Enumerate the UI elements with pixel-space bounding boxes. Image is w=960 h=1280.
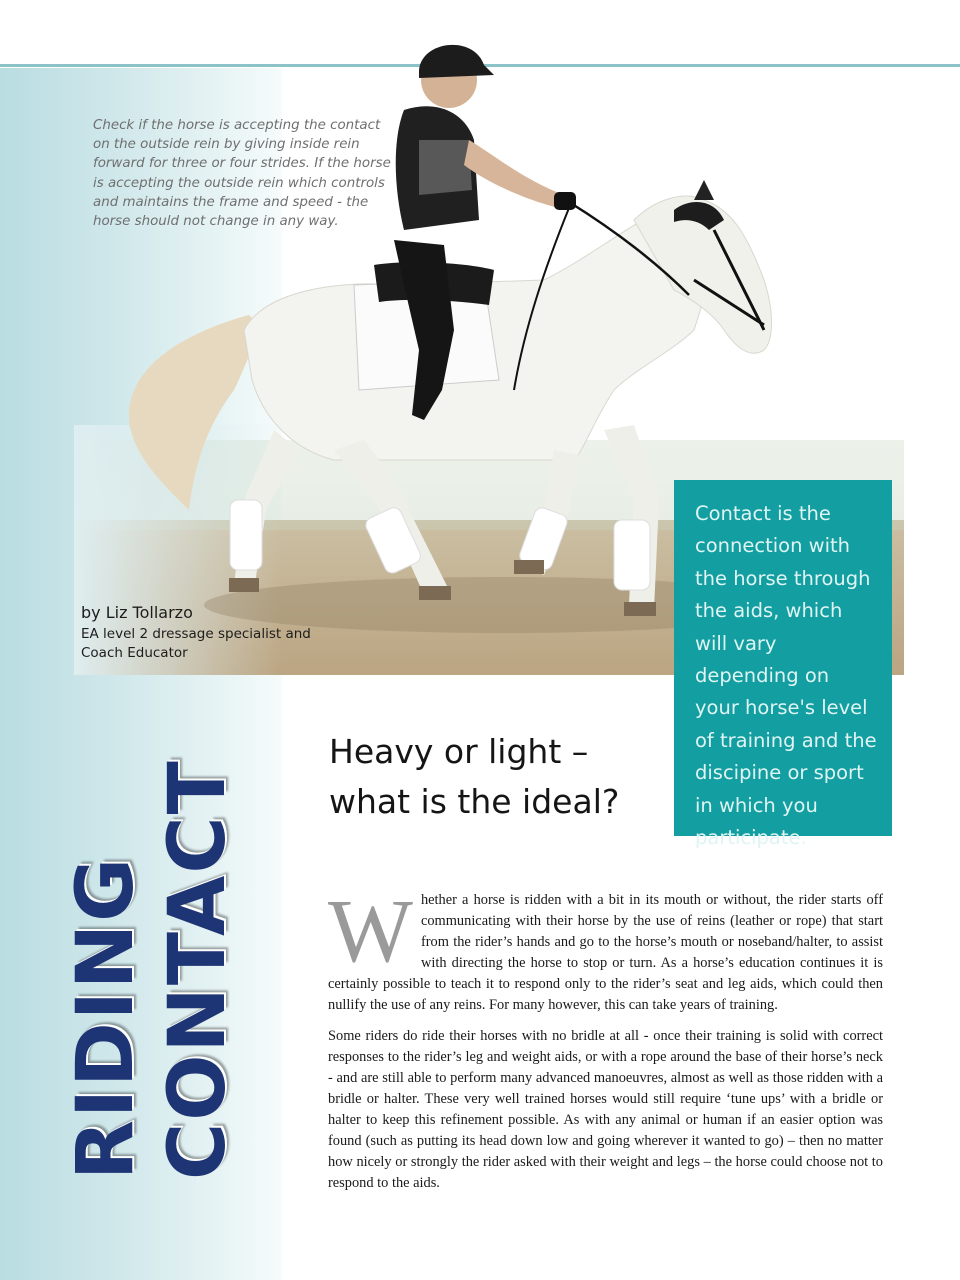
title-line-contact: CONTACT [153,759,243,1180]
author-role: EA level 2 dressage specialist and Coach Educator [81,626,311,661]
author-name: by Liz Tollarzo [81,603,193,622]
pull-quote-box [674,480,892,850]
title-line-riding: RIDING [61,855,151,1180]
body-paragraph-1 [328,882,883,1016]
article-subheading: Heavy or light – what is the ideal? [329,732,620,821]
body-paragraph-2: Some riders do ride their horses with no bridle at all - once their training is solid with correct responses to the rider’s leg and weight aids, or with a rope around the base of their horse’s neck - and are still able to perform many advanced manoeuvres, almost as well as those ridden with a bridle or halter. These very well trained horses would still require ‘tune ups’ with a bridle or halter to keep this refinement possible. As with any animal or human if an easier option was found (such as putting its head down low and going wherever it wanted to go) – then no matter how nicely or strongly the rider asked with their weight and legs – the horse could choose not to respond to the aids. [328,1028,883,1191]
drop-cap: W [328,882,413,981]
pull-quote-text: Contact is the connection with the horse through the aids, which will vary depending on your horse's level of training and the discipine or sport in which you participate. [695,502,877,850]
article-body [328,882,883,1204]
paragraph-1-text: hether a horse is ridden with a bit in its mouth or without, the rider starts off communicating with their horse by the use of reins (leather or rope) that start from the rider’s hands and go to the horse’s mouth or noseband/halter, to assist with directing the horse to stop or turn. As a horse’s education continues it is certainly possible to teach it to respond only to the rider’s seat and leg aids, which could then nullify the use of any reins. For many however, this can take years of training. [328,892,883,1013]
photo-caption: Check if the horse is accepting the contact on the outside rein by giving inside rein forward for three or four strides. If the horse is accepting the outside rein which controls and maintains the frame and speed - the horse should not change in any way. [93,118,391,230]
article-title [60,759,244,1180]
